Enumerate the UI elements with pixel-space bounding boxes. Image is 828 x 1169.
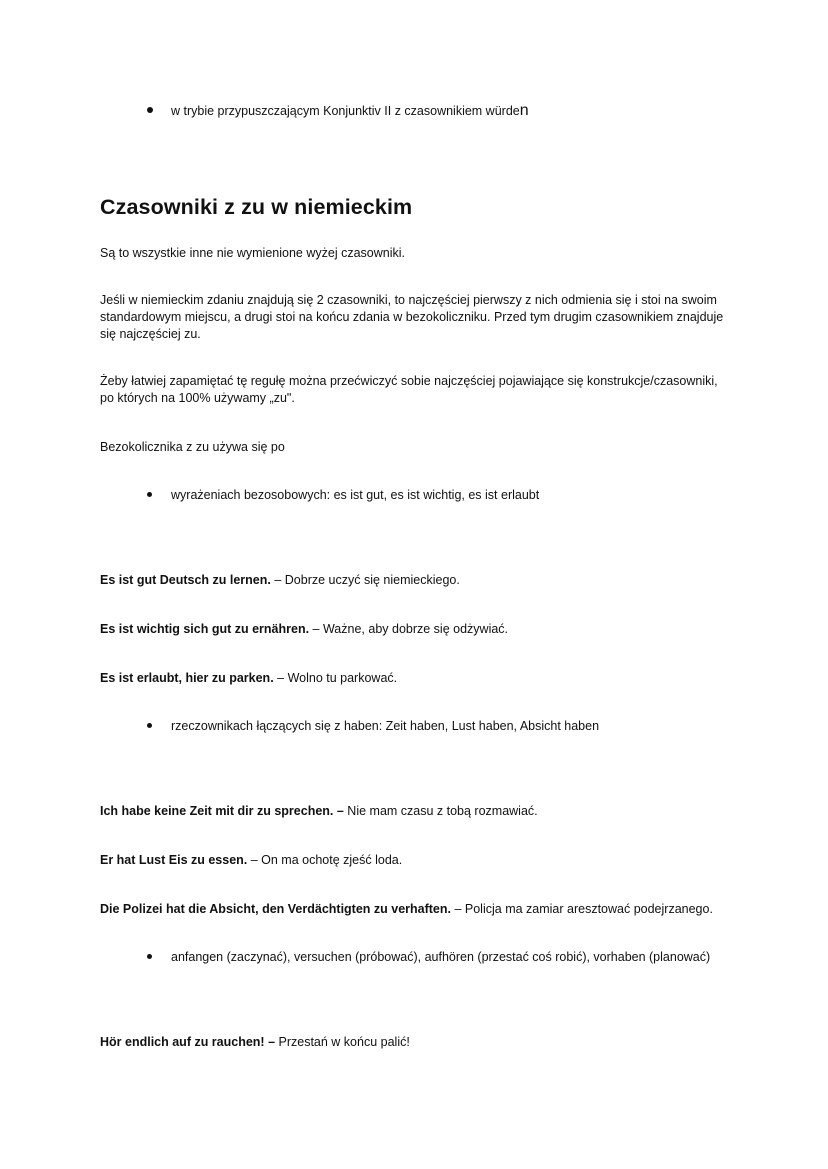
paragraph-tip-line-2: po których na 100% używamy „zu". (100, 391, 295, 405)
example-polish: – On ma ochotę zjeść loda. (247, 853, 403, 867)
example-german: Die Polizei hat die Absicht, den Verdächtigten zu verhaften. (100, 902, 451, 916)
list-item-impersonal: wyrażeniach bezosobowych: es ist gut, es ist wichtig, es ist erlaubt (171, 488, 540, 502)
paragraph-rule-line-2: standardowym miejscu, a drugi stoi na końcu zdania w bezokoliczniku. Przed tym drugim czasownikiem znajduje (100, 310, 724, 324)
example-german: Es ist wichtig sich gut zu ernähren. (100, 622, 310, 636)
example-polish: – Dobrze uczyć się niemieckiego. (270, 573, 460, 587)
example-polish: – Ważne, aby dobrze się odżywiać. (309, 622, 509, 636)
paragraph-rule-line-1: Jeśli w niemieckim zdaniu znajdują się 2 czasowniki, to najczęściej pierwszy z nich odmienia się i stoi na swoim (100, 293, 717, 307)
list-item-text: w trybie przypuszczającym Konjunktiv II z czasownikiem würde (171, 104, 520, 118)
example-german: Ich habe keine Zeit mit dir zu sprechen. – (100, 804, 344, 818)
example-german: Es ist erlaubt, hier zu parken. (100, 671, 274, 685)
example-sentence-3 (100, 670, 397, 687)
bullet-marker (147, 492, 152, 497)
example-sentence-1 (100, 572, 460, 589)
list-item-nouns: rzeczownikach łączących się z haben: Zeit haben, Lust haben, Absicht haben (171, 719, 600, 733)
example-german: Hör endlich auf zu rauchen! – (100, 1035, 276, 1049)
example-sentence-6 (100, 901, 713, 918)
example-polish: Nie mam czasu z tobą rozmawiać. (343, 804, 538, 818)
example-german: Er hat Lust Eis zu essen. (100, 853, 248, 867)
section-heading: Czasowniki z zu w niemieckim (100, 195, 413, 219)
paragraph-intro: Są to wszystkie inne nie wymienione wyżej czasowniki. (100, 246, 405, 260)
paragraph-rule-line-3: się najczęściej zu. (100, 327, 201, 341)
bullet-marker (147, 723, 152, 728)
example-sentence-5 (100, 852, 402, 869)
paragraph-usage: Bezokolicznika z zu używa się po (100, 440, 285, 454)
example-sentence-2 (100, 621, 508, 638)
example-sentence-4 (100, 803, 538, 820)
example-polish: – Wolno tu parkować. (273, 671, 398, 685)
list-item-verbs: anfangen (zaczynać), versuchen (próbować), aufhören (przestać coś robić), vorhaben (planować) (171, 950, 711, 964)
example-polish: Przestań w końcu palić! (275, 1035, 410, 1049)
example-polish: – Policja ma zamiar aresztować podejrzanego. (451, 902, 713, 916)
list-item-last-letter: n (519, 102, 529, 119)
bullet-marker (147, 107, 153, 113)
example-sentence-7 (100, 1034, 410, 1051)
bullet-marker (147, 954, 152, 959)
list-item-konjunktiv (171, 102, 529, 120)
paragraph-tip-line-1: Żeby łatwiej zapamiętać tę regułę można przećwiczyć sobie najczęściej pojawiające się konstrukcje/czasowniki, (100, 374, 718, 388)
example-german: Es ist gut Deutsch zu lernen. (100, 573, 271, 587)
